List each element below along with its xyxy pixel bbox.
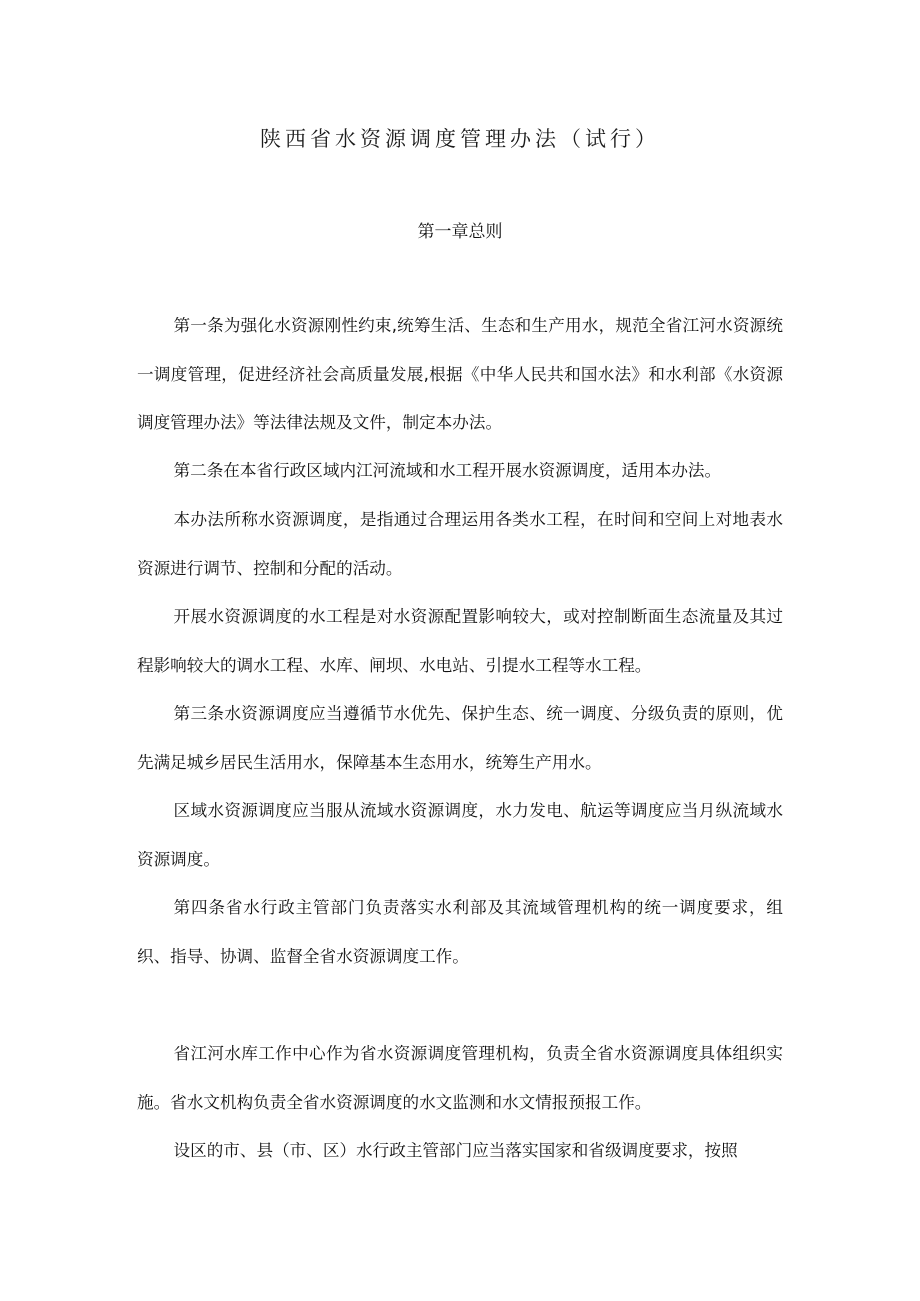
paragraph-regional: 区域水资源调度应当服从流域水资源调度，水力发电、航运等调度应当月纵流域水资源调度。	[137, 801, 783, 869]
paragraph-article-1: 第一条为强化水资源刚性约束,统筹生活、生态和生产用水，规范全省江河水资源统一调度管理，促进经济社会高质量发展,根据《中华人民共和国水法》和水利部《水资源调度管理办法》等法律法规及文件，制定本办法。	[137, 316, 783, 432]
paragraph-article-4: 第四条省水行政主管部门负责落实水利部及其流域管理机构的统一调度要求，组织、指导、协调、监督全省水资源调度工作。	[137, 898, 783, 966]
chapter-heading: 第一章总则	[417, 222, 503, 242]
paragraph-article-2: 第二条在本省行政区域内江河流域和水工程开展水资源调度，适用本办法。	[173, 461, 722, 480]
paragraph-center: 省江河水库工作中心作为省水资源调度管理机构，负责全省水资源调度具体组织实施。省水文机构负责全省水资源调度的水文监测和水文情报预报工作。	[137, 1044, 783, 1112]
paragraph-article-3: 第三条水资源调度应当遵循节水优先、保护生态、统一调度、分级负责的原则，优先满足城乡居民生活用水，保障基本生态用水，统筹生产用水。	[137, 704, 783, 772]
paragraph-city-county: 设区的市、县（市、区）水行政主管部门应当落实国家和省级调度要求，按照	[173, 1141, 738, 1160]
paragraph-definition: 本办法所称水资源调度，是指通过合理运用各类水工程，在时间和空间上对地表水资源进行调节、控制和分配的活动。	[137, 510, 783, 578]
document-title: 陕西省水资源调度管理办法（试行）	[260, 127, 660, 151]
paragraph-water-works: 开展水资源调度的水工程是对水资源配置影响较大，或对控制断面生态流量及其过程影响较大的调水工程、水库、闸坝、水电站、引提水工程等水工程。	[137, 607, 783, 675]
